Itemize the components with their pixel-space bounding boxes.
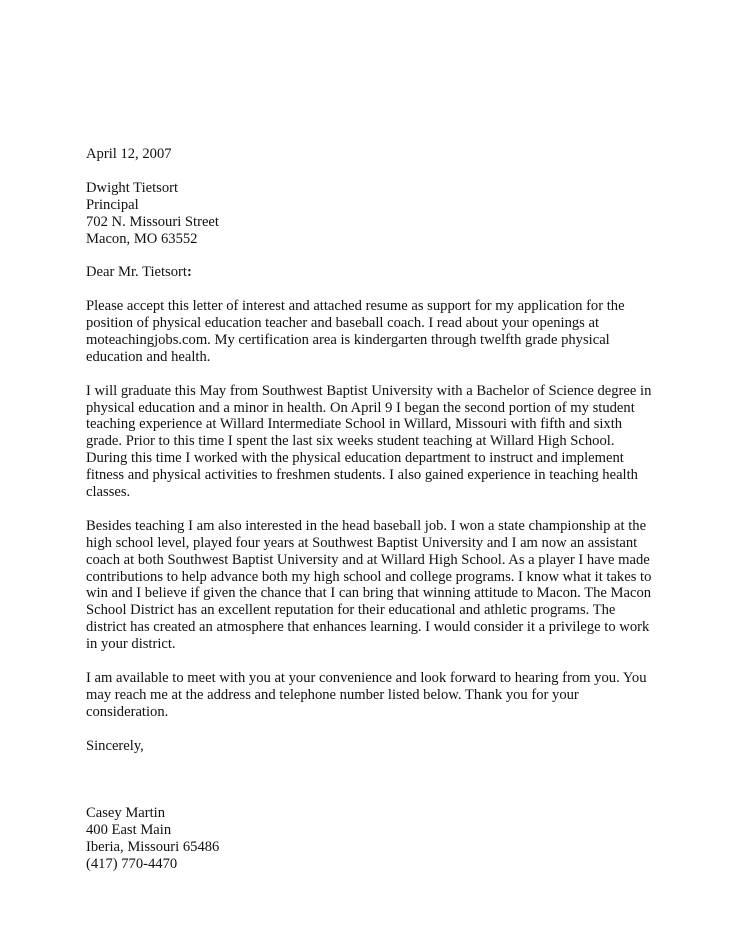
recipient-name: Dwight Tietsort	[86, 179, 179, 196]
paragraph-line: I will graduate this May from Southwest Baptist University with a Bachelor of Science degree in	[86, 382, 652, 399]
paragraph-line: high school level, played four years at Southwest Baptist University and I am now an assistant	[86, 534, 638, 551]
paragraph-line: coach at both Southwest Baptist University and at Willard High School. As a player I have made	[86, 551, 650, 568]
spacer	[86, 501, 656, 518]
sender-street: 400 East Main	[86, 822, 172, 839]
paragraph-line: moteachingjobs.com. My certification area is kindergarten through twelfth grade physical	[86, 331, 610, 348]
closing: Sincerely,	[86, 737, 144, 754]
sender-city: Iberia, Missouri 65486	[86, 839, 220, 856]
cover-letter	[86, 146, 656, 873]
spacer	[86, 721, 656, 738]
paragraph-line: may reach me at the address and telephone number listed below. Thank you for your	[86, 686, 579, 703]
body-paragraph-3	[86, 518, 656, 653]
paragraph-line: in your district.	[86, 636, 176, 653]
spacer	[86, 653, 656, 670]
paragraph-line: grade. Prior to this time I spent the last six weeks student teaching at Willard High School.	[86, 433, 615, 450]
paragraph-line: School District has an excellent reputation for their educational and athletic programs. The	[86, 602, 616, 619]
paragraph-line: fitness and physical activities to freshmen students. I also gained experience in teaching health	[86, 467, 638, 484]
signature-space	[86, 755, 656, 806]
paragraph-line: contributions to help advance both my high school and college programs. I know what it takes to	[86, 568, 652, 585]
paragraph-line: physical education and a minor in health. On April 9 I began the second portion of my student	[86, 399, 635, 416]
recipient-title: Principal	[86, 196, 139, 213]
salutation	[86, 264, 656, 281]
salutation-text: Dear Mr. Tietsort	[86, 264, 187, 281]
letter-date: April 12, 2007	[86, 146, 172, 162]
paragraph-line: district has created an atmosphere that enhances learning. I would consider it a privilege to work	[86, 619, 650, 636]
paragraph-line: win and I believe if given the chance that I can bring that winning attitude to Macon. The Macon	[86, 585, 652, 602]
sender-block	[86, 805, 656, 873]
body-paragraph-4	[86, 670, 656, 721]
paragraph-line: Besides teaching I am also interested in the head baseball job. I won a state championship at the	[86, 517, 647, 534]
sender-phone: (417) 770-4470	[86, 855, 178, 872]
paragraph-line: During this time I worked with the physical education department to instruct and implement	[86, 450, 624, 467]
body-paragraph-1	[86, 298, 656, 366]
paragraph-line: classes.	[86, 484, 131, 501]
recipient-city: Macon, MO 63552	[86, 230, 198, 247]
recipient-block	[86, 180, 656, 248]
sender-name: Casey Martin	[86, 805, 166, 822]
paragraph-line: consideration.	[86, 703, 169, 720]
paragraph-line: I am available to meet with you at your convenience and look forward to hearing from you. You	[86, 670, 647, 686]
paragraph-line: education and health.	[86, 348, 211, 365]
paragraph-line: position of physical education teacher and baseball coach. I read about your openings at	[86, 315, 600, 332]
paragraph-line: Please accept this letter of interest and attached resume as support for my application for the	[86, 298, 625, 315]
spacer	[86, 281, 656, 298]
spacer	[86, 366, 656, 383]
spacer	[86, 163, 656, 180]
spacer	[86, 247, 656, 264]
body-paragraph-2	[86, 383, 656, 501]
paragraph-line: teaching experience at Willard Intermediate School in Willard, Missouri with fifth and sixth	[86, 416, 623, 433]
recipient-street: 702 N. Missouri Street	[86, 213, 219, 230]
salutation-colon: :	[186, 264, 192, 281]
